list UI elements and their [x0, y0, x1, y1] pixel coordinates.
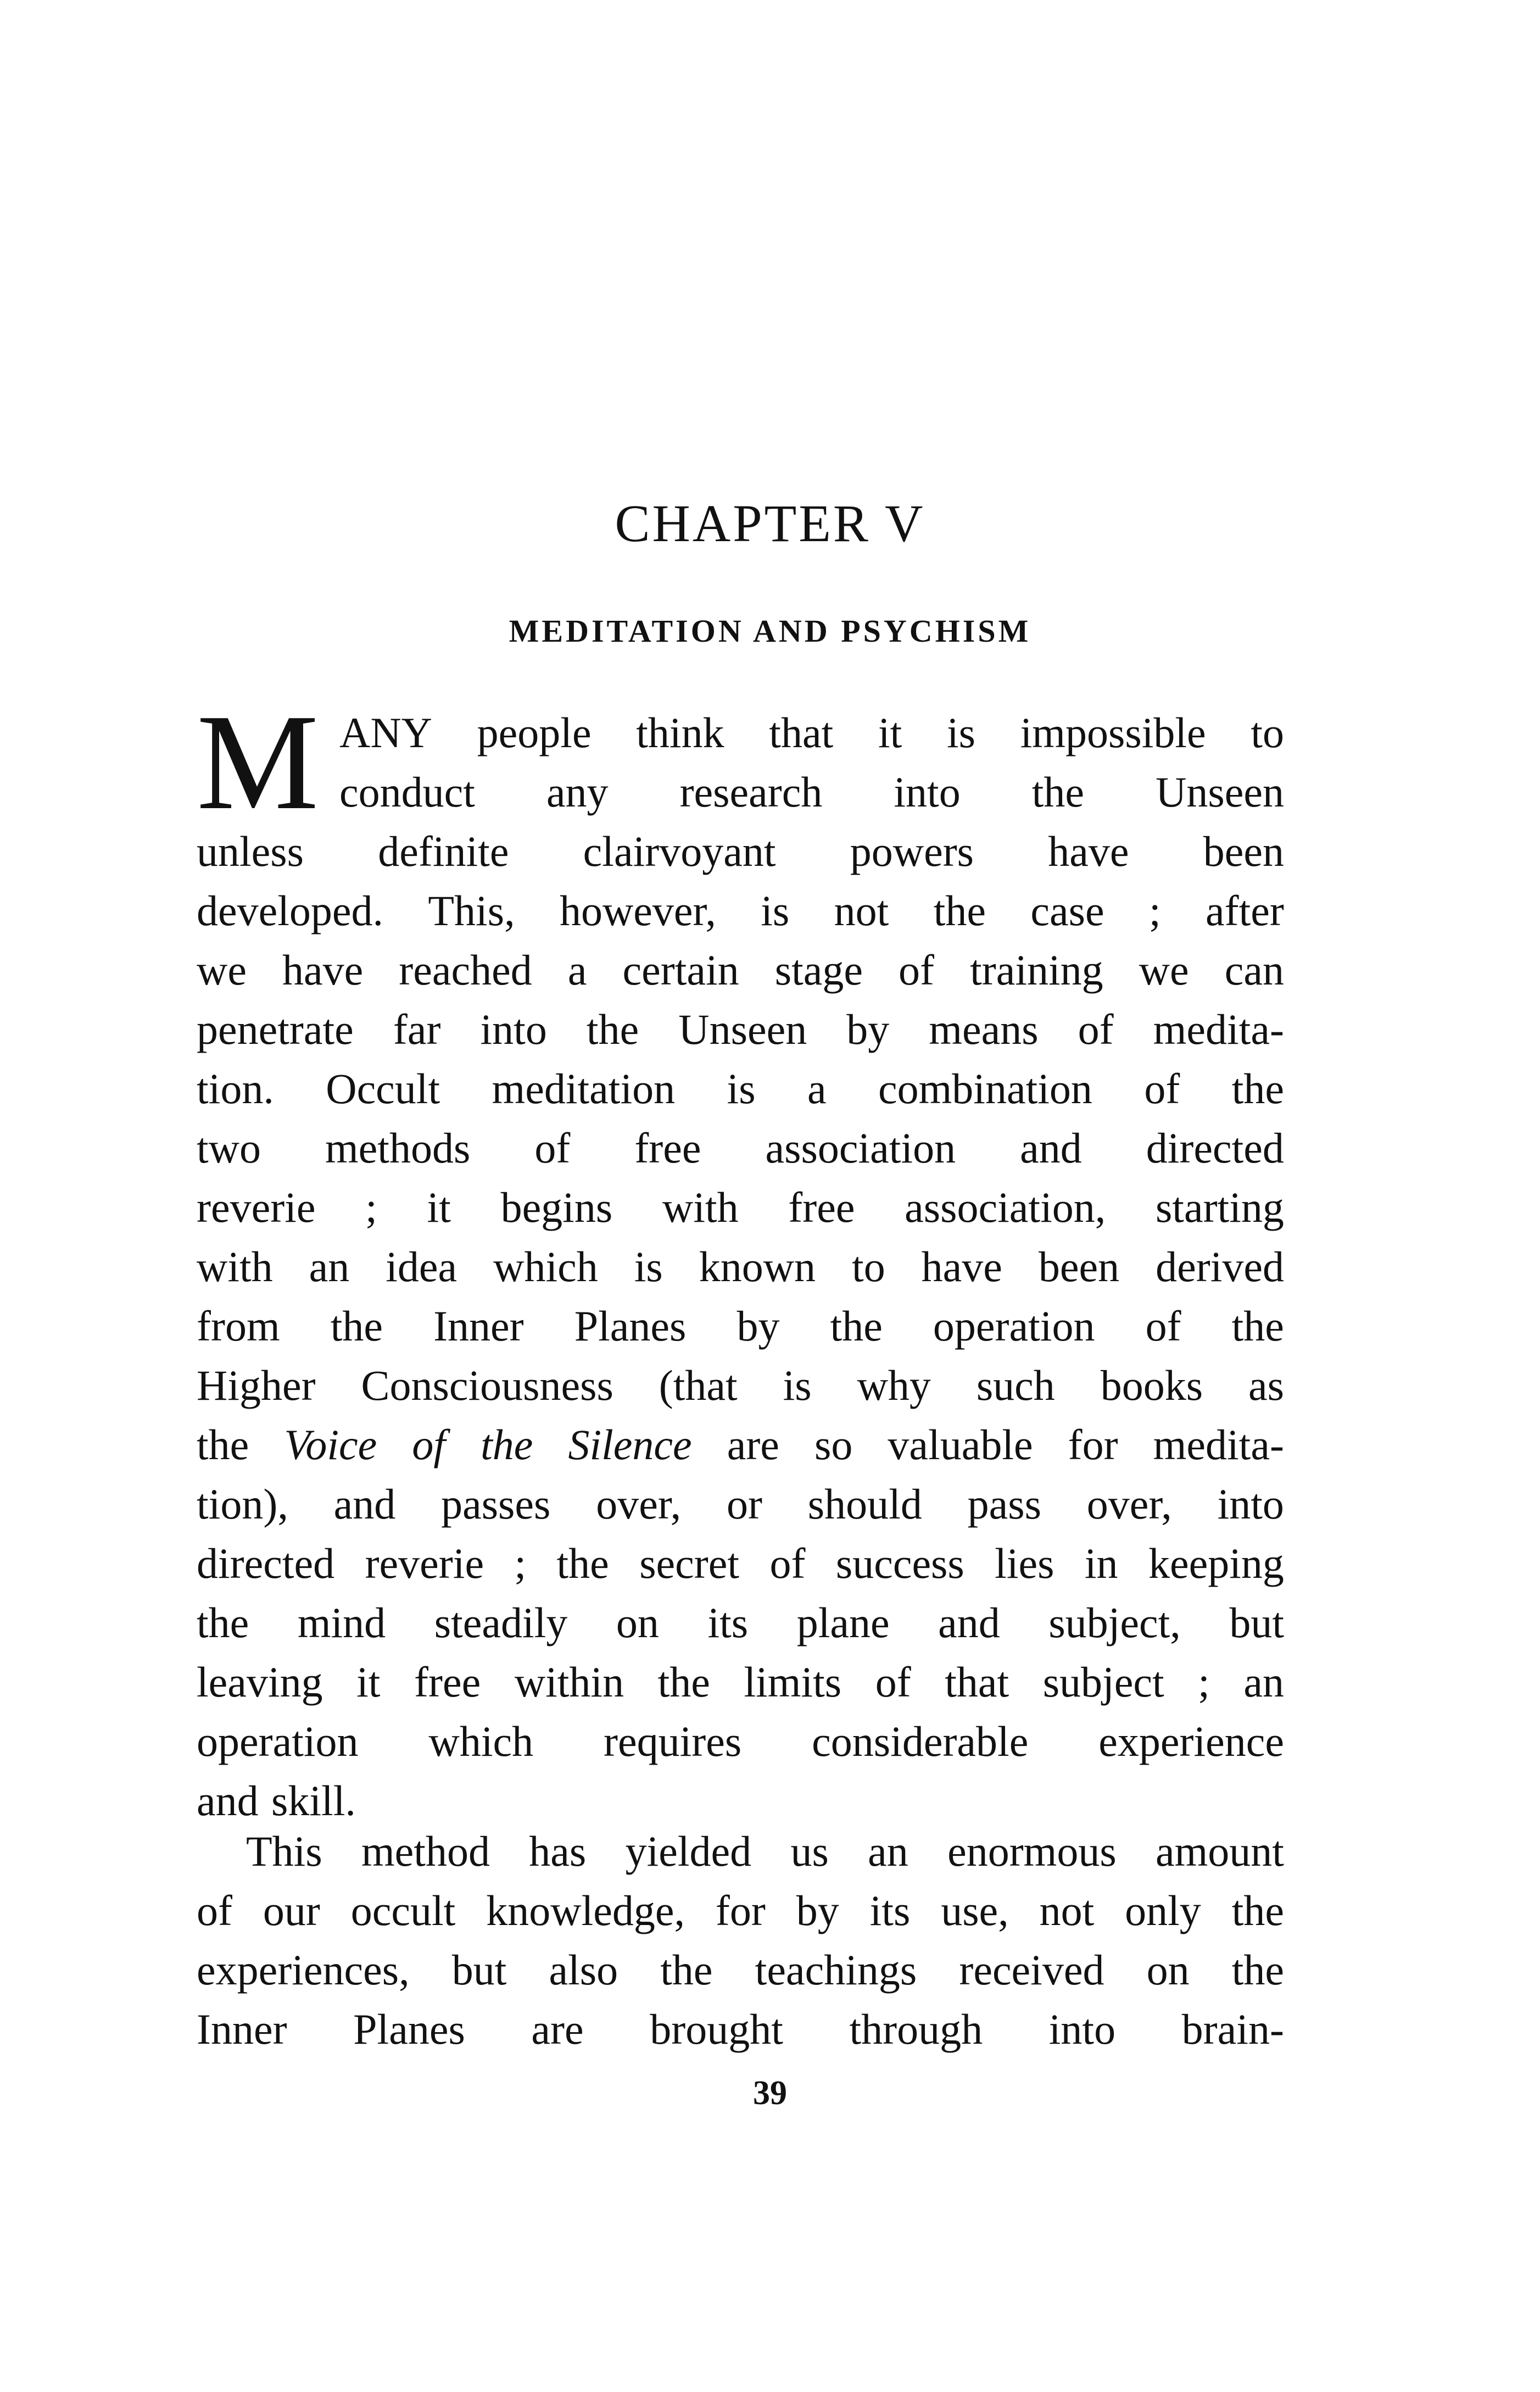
text-line: leaving it free within the limits of that subject ; an: [197, 1658, 1284, 1706]
drop-cap-letter: M: [197, 686, 319, 838]
paragraph-1: [197, 703, 1284, 1831]
text-line: operation which requires considerable experience: [197, 1717, 1284, 1765]
text-line: the Voice of the Silence are so valuable for medita-: [197, 1421, 1284, 1468]
text-line: ANY people think that it is impossible to: [339, 709, 1284, 756]
text-line: tion), and passes over, or should pass over, into: [197, 1480, 1284, 1528]
text-line: Inner Planes are brought through into brain-: [197, 2005, 1284, 2053]
paragraph-2: [197, 1822, 1284, 2059]
text-line: penetrate far into the Unseen by means of medita-: [197, 1005, 1284, 1053]
text-line: the mind steadily on its plane and subject, but: [197, 1599, 1284, 1646]
text-line: experiences, but also the teachings received on the: [197, 1946, 1284, 1994]
text-line: developed. This, however, is not the case ; after: [197, 887, 1284, 934]
text-line: reverie ; it begins with free association, starting: [197, 1183, 1284, 1231]
text-line: tion. Occult meditation is a combination of the: [197, 1065, 1284, 1112]
text-line: This method has yielded us an enormous amount: [246, 1827, 1284, 1875]
text-line: and skill.: [197, 1777, 356, 1824]
chapter-heading: CHAPTER V: [615, 494, 925, 553]
text-line: two methods of free association and directed: [197, 1124, 1284, 1172]
text-line: directed reverie ; the secret of success lies in keeping: [197, 1539, 1284, 1587]
page-number: 39: [753, 2074, 787, 2112]
text-line: Higher Consciousness (that is why such books as: [197, 1361, 1284, 1409]
text-line: with an idea which is known to have been derived: [197, 1243, 1284, 1290]
text-line: unless definite clairvoyant powers have been: [197, 827, 1284, 875]
text-line: we have reached a certain stage of training we can: [197, 946, 1284, 994]
chapter-subtitle: MEDITATION AND PSYCHISM: [509, 613, 1031, 649]
text-line: conduct any research into the Unseen: [339, 768, 1284, 816]
text-line: from the Inner Planes by the operation of the: [197, 1302, 1284, 1350]
text-line: of our occult knowledge, for by its use, not only the: [197, 1887, 1284, 1934]
